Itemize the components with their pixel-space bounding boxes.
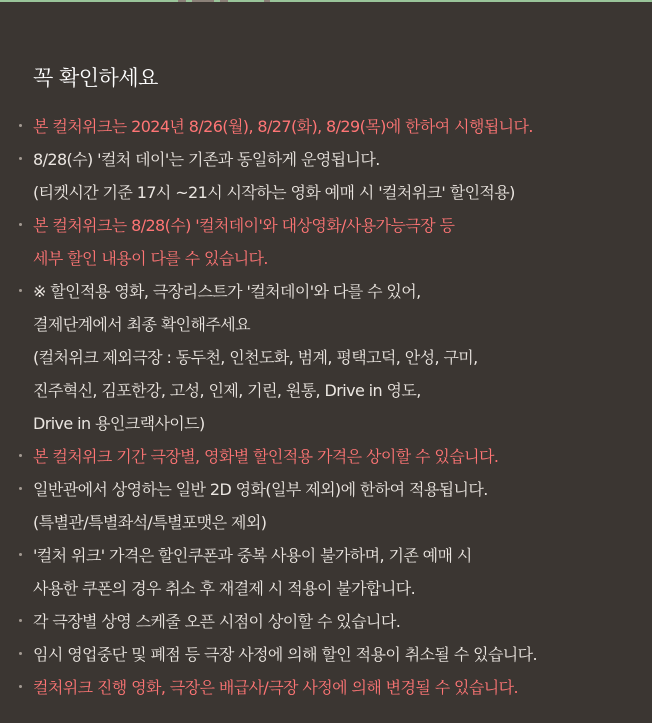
notice-line: 본 컬처위크는 8/28(수) '컬처데이'와 대상영화/사용가능극장 등	[33, 216, 455, 235]
notice-line: 결제단계에서 최종 확인해주세요	[33, 315, 250, 334]
notice-line: 임시 영업중단 및 폐점 등 극장 사정에 의해 할인 적용이 취소될 수 있습니다.	[33, 645, 537, 664]
bullet-dot-icon	[19, 652, 22, 655]
bullet-dot-icon	[19, 619, 22, 622]
notice-item	[0, 277, 652, 442]
notice-line: 세부 할인 내용이 다를 수 있습니다.	[33, 249, 268, 268]
notice-line: (티켓시간 기준 17시 ~21시 시작하는 영화 예매 시 '컬처위크' 할인적용)	[33, 183, 515, 202]
notice-line: ※ 할인적용 영화, 극장리스트가 '컬처데이'와 다를 수 있어,	[33, 282, 421, 301]
bullet-dot-icon	[19, 124, 22, 127]
notice-line: 본 컬처위크 기간 극장별, 영화별 할인적용 가격은 상이할 수 있습니다.	[33, 447, 499, 466]
bullet-dot-icon	[19, 223, 22, 226]
notice-line: 본 컬처위크는 2024년 8/26(월), 8/27(화), 8/29(목)에 한하여 시행됩니다.	[33, 117, 533, 136]
notice-line: (컬처위크 제외극장 : 동두천, 인천도화, 범계, 평택고덕, 안성, 구미,	[33, 348, 478, 367]
bullet-dot-icon	[19, 685, 22, 688]
bullet-dot-icon	[19, 289, 22, 292]
notice-item	[0, 607, 652, 640]
notice-line: 각 극장별 상영 스케줄 오픈 시점이 상이할 수 있습니다.	[33, 612, 401, 631]
notice-item	[0, 475, 652, 541]
notice-panel	[0, 2, 652, 723]
bullet-dot-icon	[19, 487, 22, 490]
bullet-dot-icon	[19, 454, 22, 457]
notice-line: 사용한 쿠폰의 경우 취소 후 재결제 시 적용이 불가합니다.	[33, 579, 416, 598]
notice-line: 컬처위크 진행 영화, 극장은 배급사/극장 사정에 의해 변경될 수 있습니다.	[33, 678, 518, 697]
notice-item-highlight	[0, 442, 652, 475]
notice-line: (특별관/특별좌석/특별포맷은 제외)	[33, 513, 267, 532]
notice-line: Drive in 용인크랙사이드)	[33, 414, 205, 433]
notice-item	[0, 640, 652, 673]
notice-item-highlight	[0, 673, 652, 706]
notice-item-highlight	[0, 211, 652, 277]
notice-title: 꼭 확인하세요	[33, 66, 158, 90]
bullet-dot-icon	[19, 553, 22, 556]
notice-item-highlight	[0, 112, 652, 145]
notice-line: 진주혁신, 김포한강, 고성, 인제, 기린, 원통, Drive in 영도,	[33, 381, 421, 400]
notice-list	[0, 112, 652, 706]
notice-line: 일반관에서 상영하는 일반 2D 영화(일부 제외)에 한하여 적용됩니다.	[33, 480, 488, 499]
notice-item	[0, 145, 652, 211]
notice-line: 8/28(수) '컬처 데이'는 기존과 동일하게 운영됩니다.	[33, 150, 380, 169]
bullet-dot-icon	[19, 157, 22, 160]
notice-line: '컬처 위크' 가격은 할인쿠폰과 중복 사용이 불가하며, 기존 예매 시	[33, 546, 472, 565]
notice-item	[0, 541, 652, 607]
